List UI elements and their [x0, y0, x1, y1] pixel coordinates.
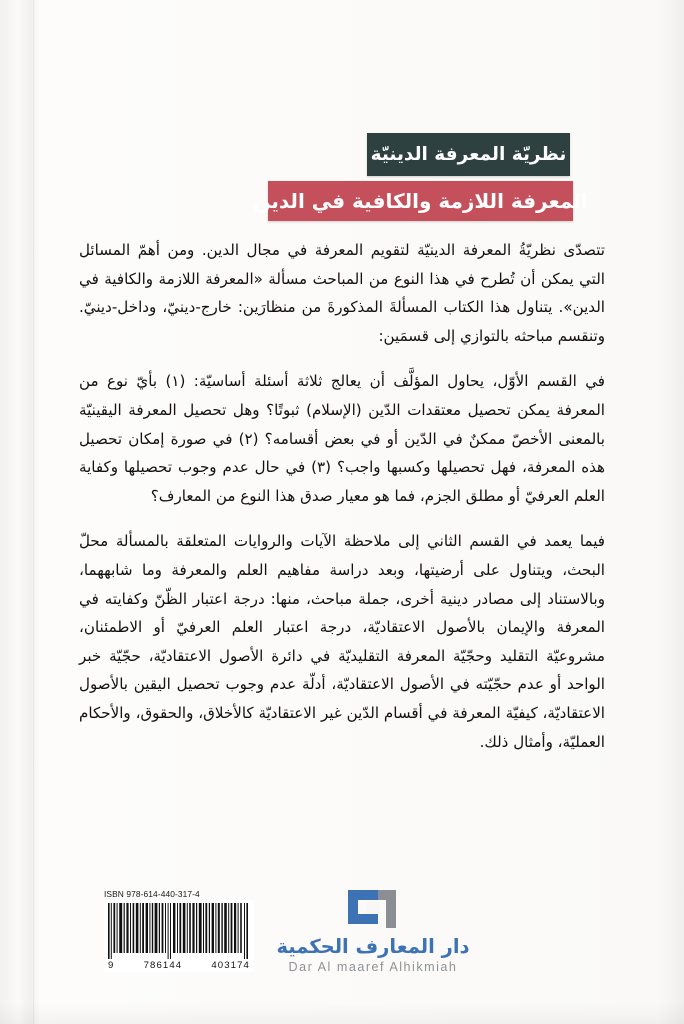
barcode-digit-middle: 786144 [143, 960, 183, 971]
isbn-block [104, 889, 256, 972]
publisher-name-arabic: دار المعارف الحكمية [276, 934, 470, 958]
publisher-logo-icon [344, 888, 402, 930]
book-subtitle-banner: المعرفة اللازمة والكافية في الدين [268, 181, 573, 221]
page-edge-shadow-bottom [0, 1002, 684, 1024]
isbn-number: ISBN 978-614-440-317-4 [104, 889, 200, 899]
back-cover-blurb [79, 236, 605, 773]
cover-footer [0, 844, 684, 1024]
blurb-paragraph-2: في القسم الأوّل، يحاول المؤلَّف أن يعالج ثلاثة أسئلة أساسيّة: (١) بأيّ نوع من المعرفة يمكن تحصيل معتقدات الدّين (الإسلام) ثبوتًا؟ وهل تحصيل المعرفة اليقينيّة بالمعنى الأخصّ ممكنٌ في الدّين أو في بعض أقسامه؟ (٢) في صورة إمكان تحصيل هذه المعرفة، فهل تحصيلها وكسبها واجب؟ (٣) في حال عدم وجوب تحصيلها وكفاية العلم العرفيّ أو مطلق الجزم، فما هو معيار صدق هذا النوع من المعارف؟ [79, 372, 606, 505]
barcode-digit-right: 403174 [211, 960, 250, 971]
publisher-name-english: Dar Al maaref Alhikmiah [288, 960, 458, 974]
book-title-banner: نظريّة المعرفة الدينيّة [367, 133, 570, 176]
publisher-block [258, 888, 488, 974]
barcode [104, 900, 254, 972]
page-edge-shadow-right [658, 0, 684, 1024]
blurb-paragraph-1: تتصدّى نظريّةُ المعرفة الدينيّة لتقويم المعرفة في مجال الدين. ومن أهمّ المسائل التي يمكن أن تُطرح في هذا النوع من المباحث مسألة «المعرفة اللازمة والكافية في الدين». يتناول هذا الكتاب المسألةَ المذكورةَ من منظارَين: خارج-دينيّ، وداخل-دينيّ. وتنقسم مباحثه بالتوازي إلى قسمَين: [79, 241, 605, 345]
blurb-paragraph-3: فيما يعمد في القسم الثاني إلى ملاحظة الآيات والروايات المتعلقة بالمسألة محلّ البحث، ويتناول على أرضيتها، وبعد دراسة مفاهيم العلم والمعرفة وما شابههما، وبالاستناد إلى مصادر دينية أخرى، جملة مباحث، منها: درجة اعتبار الظّنّ وكفايته في المعرفة والإيمان بالأصول الاعتقاديّة، درجة اعتبار العلم العرفيّ أو الاطمئنان، مشروعيّة التقليد وحجّيّة المعرفة التقليديّة في دائرة الأصول الاعتقاديّة، حجّيّة خبر الواحد أو عدم حجّيّته في الأصول الاعتقاديّة، أدلّة عدم وجوب تحصيل اليقين بالأصول الاعتقاديّة، كيفيّة المعرفة في أقسام الدّين غير الاعتقاديّة كالأخلاق، والحقوق، والأحكام العمليّة، وأمثال ذلك. [79, 532, 605, 751]
barcode-bars-icon [108, 903, 250, 959]
barcode-digits [108, 960, 250, 971]
barcode-digit-left: 9 [108, 960, 115, 971]
